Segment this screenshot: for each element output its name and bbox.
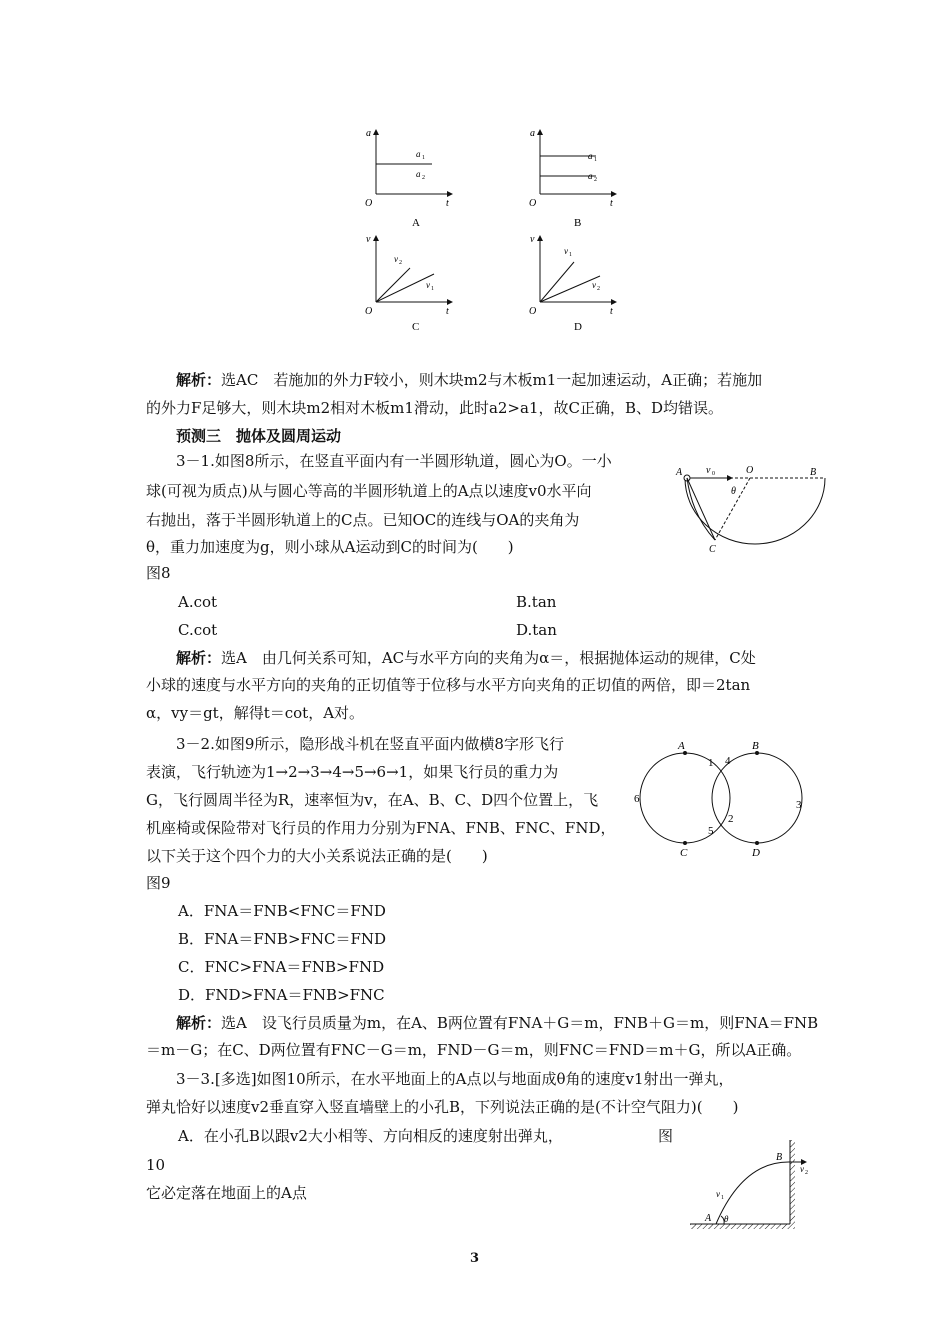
q33-option-a-line1: A．在小孔B以跟v2大小相等、方向相反的速度射出弹丸， (178, 1127, 563, 1145)
label-6: 6 (634, 793, 640, 805)
section-title: 预测三 抛体及圆周运动 (176, 427, 342, 445)
label-v0-sub: 0 (712, 471, 715, 477)
wall-hatch (790, 1140, 795, 1229)
point-d (755, 841, 759, 845)
label-v2: v (592, 280, 596, 290)
label-v1: v (716, 1189, 720, 1199)
label-v2-sub: 2 (805, 1170, 808, 1176)
q32-line2: 表演，飞行轨迹为1→2→3→4→5→6→1，如果飞行员的重力为 (146, 763, 559, 781)
q32-option-a: A．FNA＝FNB<FNC＝FND (178, 902, 386, 920)
label-d: D (752, 847, 760, 858)
q31-line4: θ，重力加速度为g，则小球从A运动到C的时间为( ) (146, 538, 514, 556)
semicircle-track (685, 478, 825, 544)
y-label: a (366, 128, 371, 139)
analysis-label: 解析： (176, 371, 222, 389)
label-a2-sub: 2 (594, 177, 597, 183)
label-5: 5 (708, 825, 714, 837)
label-a: A (678, 740, 685, 752)
graph-b (522, 122, 622, 232)
graph-d (522, 228, 622, 340)
ground-hatch (690, 1224, 790, 1229)
label-a1-sub: 1 (422, 155, 425, 161)
y-label: v (530, 234, 535, 245)
q32-line3: G，飞行圆周半径为R，速率恒为v，在A、B、C、D四个位置上，飞 (146, 791, 599, 809)
q31-line1: 3－1.如图8所示，在竖直平面内有一半圆形轨道，圆心为O。一小 (176, 452, 612, 470)
label-a1-sub: 1 (594, 157, 597, 163)
figure-9-figure-eight (630, 738, 810, 858)
label-1: 1 (708, 757, 714, 769)
analysis3-line2: ＝m－G；在C、D两位置有FNC－G＝m，FND－G＝m，则FNC＝FND＝m＋G，所以A正确。 (146, 1041, 802, 1059)
label-a1: a (416, 149, 421, 159)
label-a: A (705, 1213, 712, 1224)
q32-line1: 3－2.如图9所示，隐形战斗机在竖直平面内做横8字形飞行 (176, 735, 564, 753)
q32-option-b: B．FNA＝FNB>FNC＝FND (178, 930, 387, 948)
x-label: t (610, 306, 613, 317)
q33-fig-label-b: 10 (146, 1156, 166, 1174)
q32-line5: 以下关于这个四个力的大小关系说法正确的是( ) (146, 847, 488, 865)
page-number: 3 (470, 1251, 480, 1266)
q31-fig-label: 图8 (146, 564, 171, 582)
q31-line3: 右抛出，落于半圆形轨道上的C点。已知OC的连线与OA的夹角为 (146, 511, 580, 529)
point-c (683, 841, 687, 845)
label-v1-sub: 1 (431, 286, 434, 292)
label-a2: a (588, 171, 593, 181)
q32-option-d: D．FND>FNA＝FNB>FNC (178, 986, 385, 1004)
label-theta: θ (731, 486, 736, 497)
q31-option-a: A.cot (178, 593, 218, 611)
analysis2-line1 (176, 648, 756, 668)
analysis2-line3: α，vy＝gt，解得t＝cot，A对。 (146, 704, 365, 722)
q31-option-d: D.tan (516, 621, 557, 639)
label-b: B (752, 740, 759, 752)
q32-line4: 机座椅或保险带对飞行员的作用力分别为FNA、FNB、FNC、FND， (146, 819, 616, 837)
chord-ac (687, 478, 715, 540)
label-4: 4 (725, 755, 731, 767)
y-label: v (366, 234, 371, 245)
analysis1-line1 (176, 370, 762, 390)
label-v2-sub: 2 (597, 286, 600, 292)
label-v2: v (394, 254, 398, 264)
label-b: B (810, 467, 817, 478)
analysis-label: 解析： (176, 649, 222, 667)
label-b: B (776, 1152, 783, 1163)
caption-c: C (412, 321, 420, 333)
label-theta: θ (724, 1214, 729, 1224)
q31-option-b: B.tan (516, 593, 557, 611)
x-label: t (610, 198, 613, 209)
label-a: A (676, 467, 683, 478)
q33-line2: 弹丸恰好以速度v2垂直穿入竖直墙壁上的小孔B，下列说法正确的是(不计空气阻力)( ) (146, 1098, 739, 1116)
label-v2: v (800, 1164, 804, 1174)
x-label: t (446, 306, 449, 317)
figure-8-semicircle (670, 460, 830, 556)
label-o: O (746, 465, 754, 476)
q33-line1: 3－3.[多选]如图10所示，在水平地面上的A点以与地面成θ角的速度v1射出一弹丸， (176, 1070, 734, 1088)
line-v2 (376, 268, 410, 302)
caption-d: D (574, 321, 582, 333)
x-label: t (446, 198, 449, 209)
analysis-text: 选AC 若施加的外力F较小，则木块m2与木板m1一起加速运动，A正确；若施加 (221, 371, 763, 389)
caption-a: A (412, 217, 420, 229)
label-c: C (709, 544, 716, 555)
analysis-label: 解析： (176, 1014, 222, 1032)
analysis3-line1 (176, 1013, 818, 1033)
label-v1: v (426, 280, 430, 290)
q31-option-c: C.cot (178, 621, 218, 639)
label-a2: a (416, 169, 421, 179)
label-c: C (680, 847, 688, 858)
origin-label: O (365, 306, 373, 317)
graph-c (360, 228, 460, 340)
label-v0: v (706, 465, 711, 476)
q33-fig-label-a: 图 (658, 1127, 674, 1145)
caption-b: B (574, 217, 582, 229)
label-v1-sub: 1 (569, 252, 572, 258)
graph-a (360, 122, 460, 232)
analysis2-line2: 小球的速度与水平方向的夹角的正切值等于位移与水平方向夹角的正切值的两倍，即＝2tan (146, 676, 751, 694)
analysis-text: 选A 由几何关系可知，AC与水平方向的夹角为α＝，根据抛体运动的规律，C处 (221, 649, 756, 667)
label-v1: v (564, 246, 568, 256)
label-3: 3 (796, 799, 802, 811)
origin-label: O (365, 198, 373, 209)
label-v1-sub: 1 (721, 1195, 724, 1201)
q31-line2: 球(可视为质点)从与圆心等高的半圆形轨道上的A点以速度v0水平向 (146, 482, 592, 500)
figure-10-projectile (688, 1136, 818, 1236)
label-a2-sub: 2 (422, 175, 425, 181)
origin-label: O (529, 306, 537, 317)
label-a1: a (588, 151, 593, 161)
label-2: 2 (728, 813, 734, 825)
left-loop (640, 753, 730, 843)
q32-option-c: C．FNC>FNA＝FNB>FND (178, 958, 385, 976)
y-label: a (530, 128, 535, 139)
q33-option-a-line2: 它必定落在地面上的A点 (146, 1184, 307, 1202)
origin-label: O (529, 198, 537, 209)
line-v2 (540, 276, 600, 302)
q32-fig-label: 图9 (146, 874, 171, 892)
line-v1 (540, 262, 574, 302)
analysis-text: 选A 设飞行员质量为m，在A、B两位置有FNA＋G＝m，FNB＋G＝m，则FNA＝FNB (221, 1014, 819, 1032)
label-v2-sub: 2 (399, 260, 402, 266)
analysis1-line2: 的外力F足够大，则木块m2相对木板m1滑动，此时a2>a1，故C正确，B、D均错误。 (146, 399, 724, 417)
